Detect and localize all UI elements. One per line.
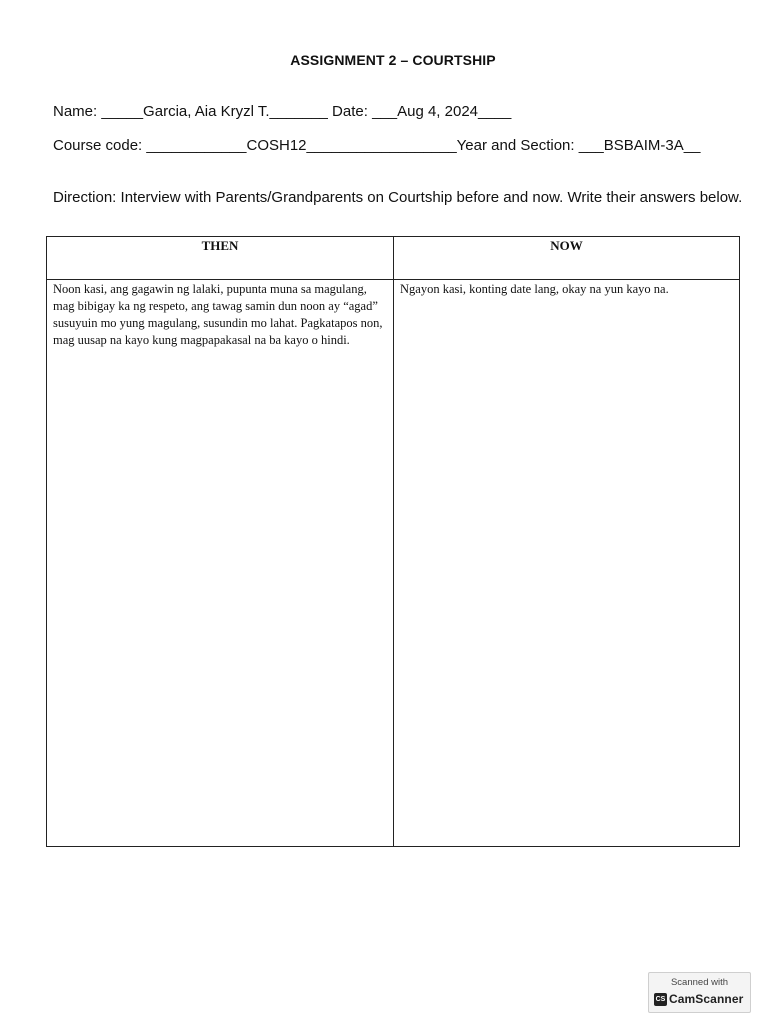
now-answer-cell: Ngayon kasi, konting date lang, okay na yun kayo na. <box>394 280 740 847</box>
now-column-header: NOW <box>394 237 740 280</box>
scanner-caption: Scanned with <box>670 977 729 988</box>
table-header-row <box>47 237 740 280</box>
then-column-header: THEN <box>47 237 394 280</box>
answers-table <box>46 236 740 847</box>
table-row <box>47 280 740 847</box>
direction-text: Direction: Interview with Parents/Grandparents on Courtship before and now. Write their answers below. <box>53 189 743 206</box>
scanner-brand-name: CamScanner <box>669 992 744 1006</box>
name-date-line: Name: _____Garcia, Aia Kryzl T._______ Date: ___Aug 4, 2024____ <box>53 103 512 120</box>
camscanner-logo-icon: CS <box>654 993 667 1006</box>
then-answer-cell: Noon kasi, ang gagawin ng lalaki, pupunta muna sa magulang, mag bibigay ka ng respeto, ang tawag samin dun noon ay “agad” susuyuin mo yung magulang, susundin mo lahat. Pagkatapos non, mag uusap na kayo kung magpapakasal na ba kayo o hindi. <box>47 280 394 847</box>
camscanner-watermark <box>648 972 751 1013</box>
scanner-brand-row <box>654 992 743 1006</box>
assignment-title: ASSIGNMENT 2 – COURTSHIP <box>290 52 496 68</box>
course-section-line: Course code: ____________COSH12__________________Year and Section: ___BSBAIM-3A__ <box>53 137 701 154</box>
